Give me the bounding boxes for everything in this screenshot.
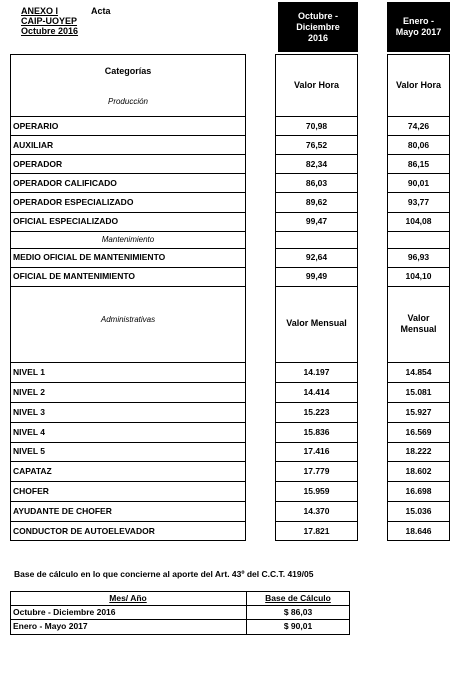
table-row-label: OFICIAL DE MANTENIMIENTO bbox=[13, 271, 135, 282]
table-row-label: NIVEL 2 bbox=[13, 386, 45, 397]
table-row-value-2: 15.081 bbox=[405, 386, 432, 397]
table-row-value-2: 18.646 bbox=[405, 526, 432, 537]
table-row-label: NIVEL 5 bbox=[13, 446, 45, 457]
table-row-label: NIVEL 1 bbox=[13, 366, 45, 377]
table-row-value-1: 15.836 bbox=[303, 426, 330, 437]
table-row-label: MEDIO OFICIAL DE MANTENIMIENTO bbox=[13, 252, 166, 263]
table-row-value-2: 96,93 bbox=[407, 252, 430, 263]
value-hora-header-1: Valor Hora bbox=[293, 79, 340, 90]
base-row-period: Octubre - Diciembre 2016 bbox=[13, 607, 116, 617]
period-header-2: Enero - Mayo 2017 bbox=[387, 2, 450, 52]
table-row-value-2: 15.927 bbox=[405, 406, 432, 417]
table-row-value-2: 15.036 bbox=[405, 506, 432, 517]
table-row-label: CHOFER bbox=[13, 486, 49, 497]
date-label: Octubre 2016 bbox=[21, 26, 79, 36]
section-produccion: Producción bbox=[107, 96, 149, 106]
table-row-value-1: 92,64 bbox=[305, 252, 328, 263]
table-row-value-1: 14.197 bbox=[303, 366, 330, 377]
table-row-label: AYUDANTE DE CHOFER bbox=[13, 506, 112, 517]
row-divider bbox=[275, 231, 358, 232]
value-mensual-header-2: Valor Mensual bbox=[400, 312, 437, 334]
document-header bbox=[21, 6, 111, 36]
table-row-value-1: 86,03 bbox=[305, 177, 328, 188]
categories-header: Categorías bbox=[104, 65, 152, 76]
table-row-value-1: 89,62 bbox=[305, 196, 328, 207]
table-row-value-2: 86,15 bbox=[407, 158, 430, 169]
table-row-value-2: 14.854 bbox=[405, 366, 432, 377]
table-row-label: CONDUCTOR DE AUTOELEVADOR bbox=[13, 526, 155, 537]
table-row-value-1: 17.779 bbox=[303, 466, 330, 477]
base-row-value: $ 90,01 bbox=[283, 621, 313, 631]
section-administrativas: Administrativas bbox=[100, 315, 156, 325]
section-mantenimiento: Mantenimiento bbox=[101, 234, 155, 244]
table-row-label: OPERARIO bbox=[13, 120, 59, 131]
table-row-value-2: 104,08 bbox=[405, 216, 432, 227]
table-row-value-2: 18.222 bbox=[405, 446, 432, 457]
calculation-note: Base de cálculo en lo que concierne al aporte del Art. 43º del C.C.T. 419/05 bbox=[14, 569, 314, 579]
table-row-value-1: 17.416 bbox=[303, 446, 330, 457]
row-divider bbox=[387, 231, 450, 232]
table-row-label: CAPATAZ bbox=[13, 466, 52, 477]
table-row-value-2: 18.602 bbox=[405, 466, 432, 477]
table-row-value-2: 16.698 bbox=[405, 486, 432, 497]
annex-label: ANEXO I bbox=[21, 6, 59, 16]
table-row-value-2: 16.569 bbox=[405, 426, 432, 437]
period-header-1: Octubre - Diciembre 2016 bbox=[278, 2, 358, 52]
table-row-value-2: 104,10 bbox=[405, 271, 432, 282]
table-row-value-2: 90,01 bbox=[407, 177, 430, 188]
value-hora-header-2: Valor Hora bbox=[395, 79, 442, 90]
table-row-label: NIVEL 4 bbox=[13, 426, 45, 437]
base-col-header-value: Base de Cálculo bbox=[265, 593, 331, 603]
value-mensual-header-1: Valor Mensual bbox=[286, 318, 347, 329]
table-row-label: NIVEL 3 bbox=[13, 406, 45, 417]
table-row-value-1: 17.821 bbox=[303, 526, 330, 537]
table-row-value-1: 99,49 bbox=[305, 271, 328, 282]
base-row-value: $ 86,03 bbox=[283, 607, 313, 617]
org-label: CAIP-UOYEP bbox=[21, 16, 78, 26]
base-col-header-period: Mes/ Año bbox=[109, 593, 147, 603]
table-row-label: OPERADOR CALIFICADO bbox=[13, 177, 117, 188]
table-row-value-2: 74,26 bbox=[407, 120, 430, 131]
table-row-value-1: 99,47 bbox=[305, 216, 328, 227]
table-row-value-1: 15.959 bbox=[303, 486, 330, 497]
table-row-label: OPERADOR ESPECIALIZADO bbox=[13, 196, 134, 207]
table-row-value-1: 14.414 bbox=[303, 386, 330, 397]
table-row-value-2: 93,77 bbox=[407, 196, 430, 207]
table-row-value-1: 82,34 bbox=[305, 158, 328, 169]
acta-label: Acta bbox=[91, 6, 111, 16]
table-row-label: OFICIAL ESPECIALIZADO bbox=[13, 216, 119, 227]
table-row-label: AUXILIAR bbox=[13, 139, 54, 150]
table-row-value-1: 14.370 bbox=[303, 506, 330, 517]
table-row-label: OPERADOR bbox=[13, 158, 63, 169]
base-row-period: Enero - Mayo 2017 bbox=[13, 621, 88, 631]
table-row-value-1: 70,98 bbox=[305, 120, 328, 131]
table-row-value-1: 15.223 bbox=[303, 406, 330, 417]
table-row-value-2: 80,06 bbox=[407, 139, 430, 150]
table-row-value-1: 76,52 bbox=[305, 139, 328, 150]
